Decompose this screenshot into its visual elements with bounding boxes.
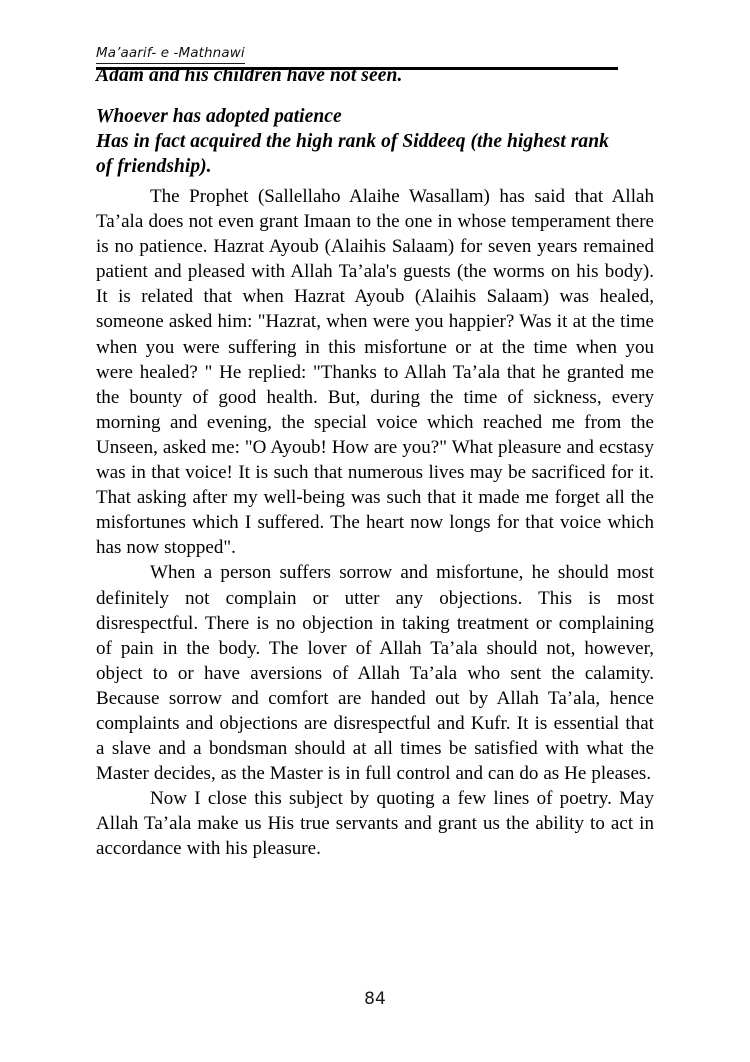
page-number: 84 <box>364 989 386 1009</box>
poetry-line: of friendship). <box>96 156 212 177</box>
body-paragraph: The Prophet (Sallellaho Alaihe Wasallam) has said that Allah Ta’ala does not even grant Imaan to the one in whose temperament there is no patience. Hazrat Ayoub (Alaihis Salaam) for seven years remained patient and pleased with Allah Ta’ala's guests (the worms on his body). It is related that when Hazrat Ayoub (Alaihis Salaam) was healed, someone asked him: "Hazrat, when were you happier? Was it at the time when you were suffering in this misfortune or at the time when you were healed? " He replied: "Thanks to Allah Ta’ala that he granted me the bounty of good health. But, during the time of sickness, every morning and evening, the special voice which reached me from the Unseen, asked me: "O Ayoub! How are you?" What pleasure and ecstasy was in that voice! It is such that numerous lives may be sacrificed for it. That asking after my well-being was such that it made me forget all the misfortunes which I suffered. The heart now longs for that voice which has now stopped". <box>96 186 654 559</box>
body-paragraph: When a person suffers sorrow and misfortune, he should most definitely not complain or utter any objections. This is most disrespectful. There is no objection in taking treatment or complaining of pain in the body. The lover of Allah Ta’ala should not, however, object to or have aversions of Allah Ta’ala who sent the calamity. Because sorrow and comfort are handed out by Allah Ta’ala, hence complaints and objections are disrespectful and Kufr. It is essential that a slave and a bondsman should at all times be satisfied with what the Master decides, as the Master is in full control and can do as He pleases. <box>96 562 654 785</box>
running-header-title: Ma’aarif- e -Mathnawi <box>96 45 245 64</box>
running-header <box>96 44 619 64</box>
poetry-block <box>96 104 662 179</box>
continuation-line: Adam and his children have not seen. <box>96 65 403 86</box>
body-text <box>96 184 654 862</box>
body-paragraph: Now I close this subject by quoting a few lines of poetry. May Allah Ta’ala make us His true servants and grant us the ability to act in accordance with his pleasure. <box>96 788 654 860</box>
poetry-line: Has in fact acquired the high rank of Siddeeq (the highest rank <box>96 131 609 152</box>
poetry-line: Whoever has adopted patience <box>96 106 342 127</box>
